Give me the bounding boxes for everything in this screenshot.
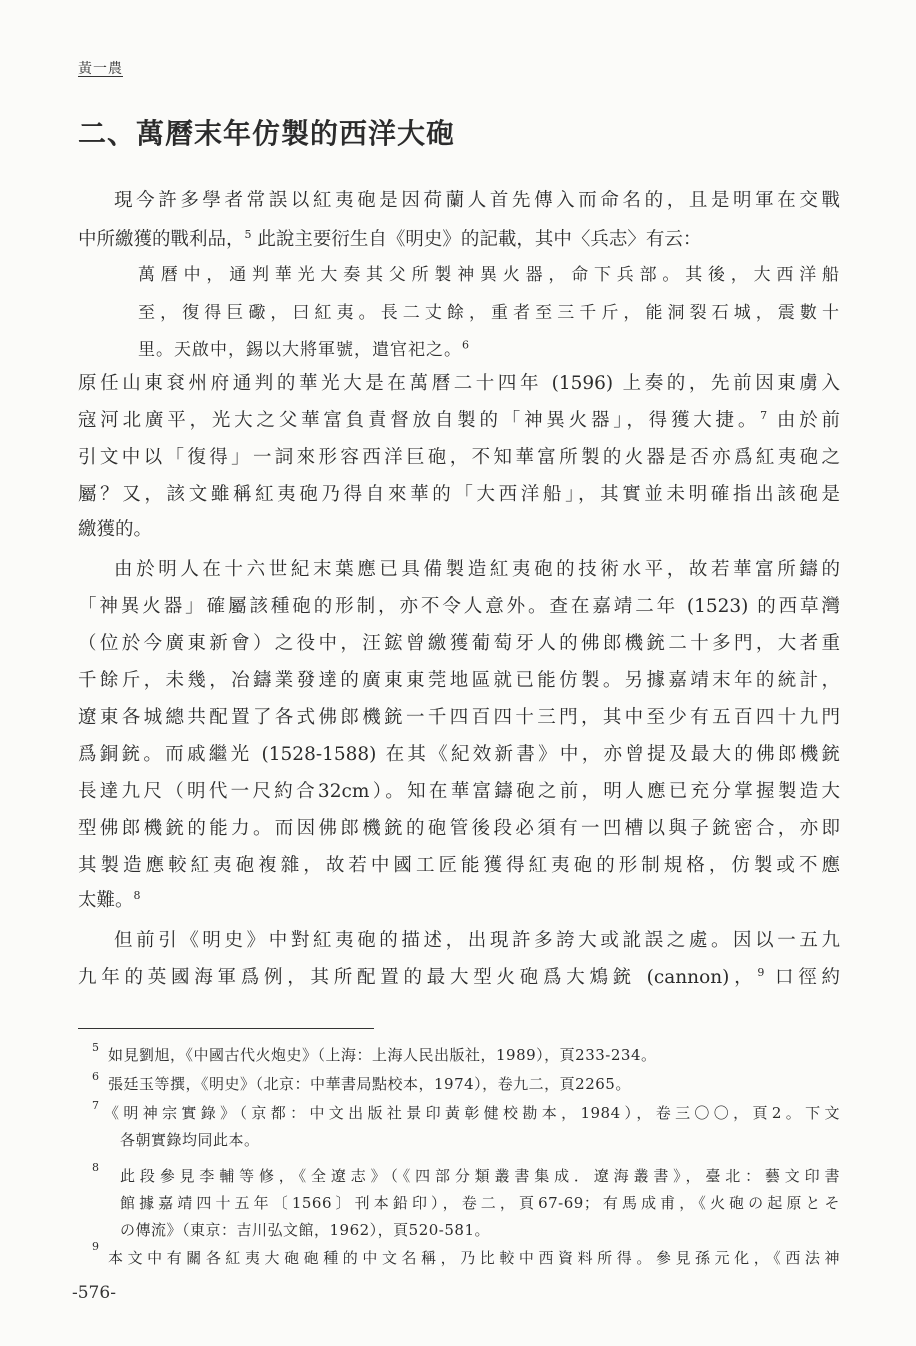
body-line: （位於今廣東新會）之役中，汪鋐曾繳獲葡萄牙人的佛郎機銃二十多門，大者重	[78, 633, 840, 654]
footnote-ref-5[interactable]: 5	[244, 227, 252, 241]
body-line: 原任山東袞州府通判的華光大是在萬曆二十四年 (1596) 上奏的，先前因東虜入	[78, 373, 840, 394]
body-line: 由於明人在十六世紀末葉應已具備製造紅夷砲的技術水平，故若華富所鑄的	[114, 559, 840, 580]
body-text: 此說主要衍生自《明史》的記載，其中〈兵志〉有云：	[257, 229, 702, 250]
footnote-line: 本文中有關各紅夷大砲砲種的中文名稱，乃比較中西資料所得。參見孫元化，《西法神	[108, 1249, 840, 1267]
body-line: 型佛郎機銃的能力。而因佛郎機銃的砲管後段必須有一凹槽以與子銃密合，亦即	[78, 818, 840, 839]
body-line: 其製造應較紅夷砲複雜，故若中國工匠能獲得紅夷砲的形制規格，仿製或不應	[78, 855, 840, 876]
footnote-number: 5	[92, 1041, 99, 1054]
footnote-divider	[78, 1028, 374, 1029]
section-title: 二、萬曆末年仿製的西洋大砲	[78, 117, 456, 150]
body-line	[78, 227, 840, 253]
body-line	[78, 888, 840, 914]
page-number: -576-	[72, 1283, 116, 1303]
footnote-line: 此段參見李輔等修，《全遼志》（《四部分類叢書集成．遼海叢書》，臺北：藝文印書	[120, 1167, 840, 1185]
quote-line	[138, 337, 840, 363]
body-text: 由於前	[776, 410, 840, 431]
footnote-ref-6[interactable]: 6	[462, 338, 470, 352]
body-line: 千餘斤，未幾，冶鑄業發達的廣東東莞地區就已能仿製。另據嘉靖末年的統計，	[78, 670, 840, 691]
footnote-line: 館據嘉靖四十五年〔1566〕刊本鉛印），卷二，頁67-69；有馬成甫，《火砲の起原とそ	[120, 1194, 840, 1212]
body-line: 引文中以「復得」一詞來形容西洋巨砲，不知華富所製的火器是否亦爲紅夷砲之	[78, 447, 840, 468]
body-text: 太難。	[78, 890, 134, 911]
quote-line: 至，復得巨礮，曰紅夷。長二丈餘，重者至三千斤，能洞裂石城，震數十	[138, 303, 840, 323]
body-line: 屬？又，該文雖稱紅夷砲乃得自來華的「大西洋船」，其實並未明確指出該砲是	[78, 484, 840, 505]
body-line: 繳獲的。	[78, 519, 153, 540]
footnote-line: 張廷玉等撰，《明史》（北京：中華書局點校本，1974），卷九二，頁2265。	[108, 1075, 631, 1093]
body-line	[78, 408, 840, 434]
footnote-line: の傳流》（東京：吉川弘文館，1962），頁520-581。	[120, 1221, 491, 1239]
body-line: 現今許多學者常誤以紅夷砲是因荷蘭人首先傳入而命名的，且是明軍在交戰	[114, 190, 840, 211]
body-line: 長達九尺（明代一尺約合32cm）。知在華富鑄砲之前，明人應已充分掌握製造大	[78, 781, 840, 802]
body-line	[78, 965, 840, 991]
body-line: 「神異火器」確屬該種砲的形制，亦不令人意外。查在嘉靖二年 (1523) 的西草灣	[78, 596, 840, 617]
footnote-line: 如見劉旭，《中國古代火炮史》（上海：上海人民出版社，1989），頁233-234。	[108, 1046, 657, 1064]
footnote-line: 各朝實錄均同此本。	[120, 1131, 260, 1149]
footnote-number: 9	[92, 1240, 99, 1253]
footnote-line: 《明神宗實錄》（京都：中文出版社景印黃彰健校勘本，1984），卷三〇〇，頁2。下文	[104, 1104, 840, 1122]
footnote-ref-8[interactable]: 8	[133, 888, 141, 902]
body-line: 遼東各城總共配置了各式佛郎機銃一千四百四十三門，其中至少有五百四十九門	[78, 707, 840, 728]
body-text: 寇河北廣平，光大之父華富負責督放自製的「神異火器」，得獲大捷。	[78, 410, 761, 431]
footnote-ref-9[interactable]: 9	[757, 965, 765, 979]
body-text: 口徑約	[774, 967, 840, 988]
body-text: 九年的英國海軍爲例，其所配置的最大型火砲爲大鴆銃 (cannon)，	[78, 967, 758, 988]
body-text: 中所繳獲的戰利品，	[78, 229, 245, 250]
quote-text: 里。天啟中，錫以大將軍號，遣官祀之。	[138, 340, 462, 360]
footnote-number: 7	[92, 1099, 99, 1112]
footnote-number: 6	[92, 1070, 99, 1083]
running-head-author: 黃一農	[78, 61, 123, 77]
footnote-ref-7[interactable]: 7	[760, 408, 768, 422]
quote-line: 萬曆中，通判華光大奏其父所製神異火器，命下兵部。其後，大西洋船	[138, 265, 840, 285]
body-line: 爲銅銃。而戚繼光 (1528-1588) 在其《紀效新書》中，亦曾提及最大的佛郎機銃	[78, 744, 840, 765]
footnote-number: 8	[92, 1161, 99, 1174]
body-line: 但前引《明史》中對紅夷砲的描述，出現許多誇大或訛誤之處。因以一五九	[114, 930, 840, 951]
